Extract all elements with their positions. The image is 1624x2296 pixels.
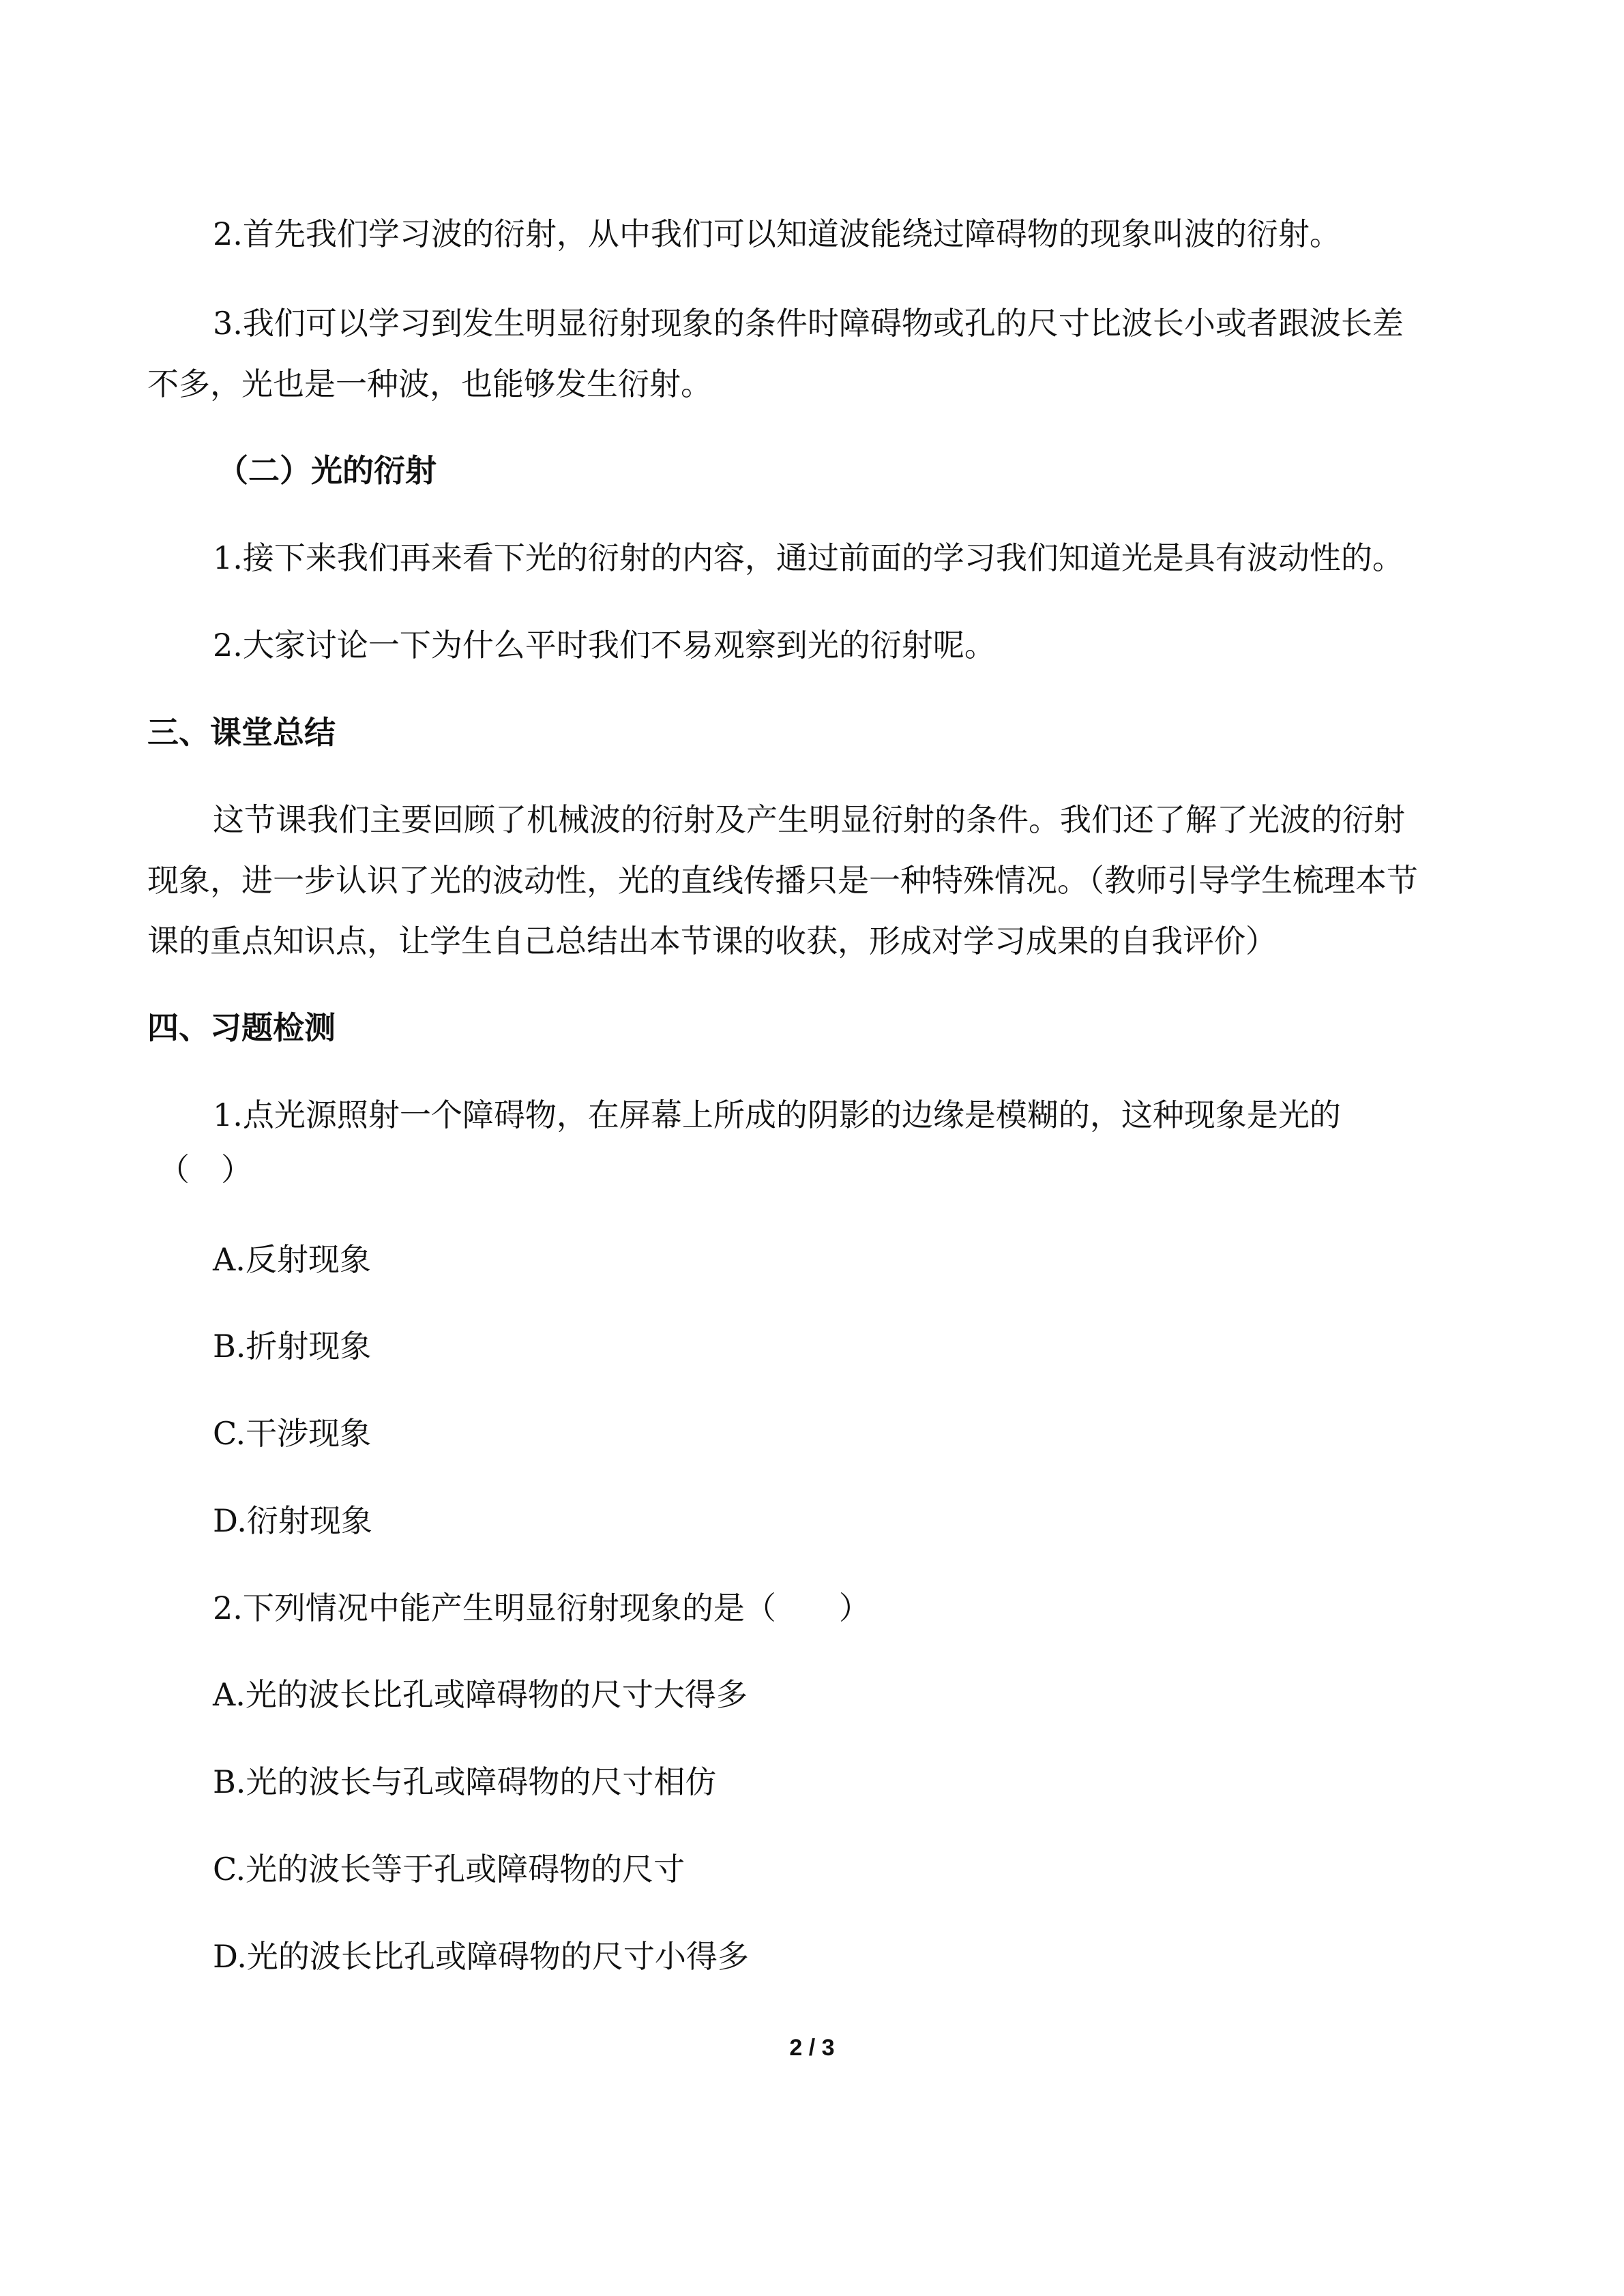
paragraph-line: 课的重点知识点，让学生自己总结出本节课的收获，形成对学习成果的自我评价） (147, 923, 1277, 959)
section-heading: 三、课堂总结 (147, 714, 336, 751)
option-line: C.干涉现象 (213, 1415, 372, 1452)
option-line: B.折射现象 (213, 1328, 372, 1365)
paragraph-line: 2.首先我们学习波的衍射，从中我们可以知道波能绕过障碍物的现象叫波的衍射。 (213, 215, 1341, 252)
question-line: 2.下列情况中能产生明显衍射现象的是（ ） (213, 1590, 870, 1626)
paragraph-line: 不多，光也是一种波，也能够发生衍射。 (147, 366, 712, 402)
paragraph-line: 2.大家讨论一下为什么平时我们不易观察到光的衍射呢。 (213, 627, 996, 664)
option-line: B.光的波长与孔或障碍物的尺寸相仿 (213, 1763, 717, 1800)
paragraph-line: 这节课我们主要回顾了机械波的衍射及产生明显衍射的条件。我们还了解了光波的衍射 (213, 801, 1405, 838)
paragraph-line: 3.我们可以学习到发生明显衍射现象的条件时障碍物或孔的尺寸比波长小或者跟波长差 (213, 305, 1404, 342)
option-line: A.反射现象 (213, 1241, 371, 1278)
option-line: D.光的波长比孔或障碍物的尺寸小得多 (213, 1938, 749, 1975)
section-heading: 四、习题检测 (147, 1009, 336, 1046)
option-line: D.衍射现象 (213, 1502, 372, 1539)
question-line: 1.点光源照射一个障碍物，在屏幕上所成的阴影的边缘是模糊的，这种现象是光的 (213, 1097, 1341, 1133)
page-number: 2 / 3 (789, 2035, 835, 2061)
section-subheading: （二）光的衍射 (217, 452, 437, 489)
answer-blank: （ ） (158, 1151, 252, 1188)
option-line: C.光的波长等于孔或障碍物的尺寸 (213, 1851, 685, 1888)
paragraph-line: 现象，进一步认识了光的波动性，光的直线传播只是一种特殊情况。（教师引导学生梳理本节 (147, 862, 1418, 899)
option-line: A.光的波长比孔或障碍物的尺寸大得多 (213, 1676, 748, 1713)
paragraph-line: 1.接下来我们再来看下光的衍射的内容，通过前面的学习我们知道光是具有波动性的。 (213, 539, 1404, 576)
